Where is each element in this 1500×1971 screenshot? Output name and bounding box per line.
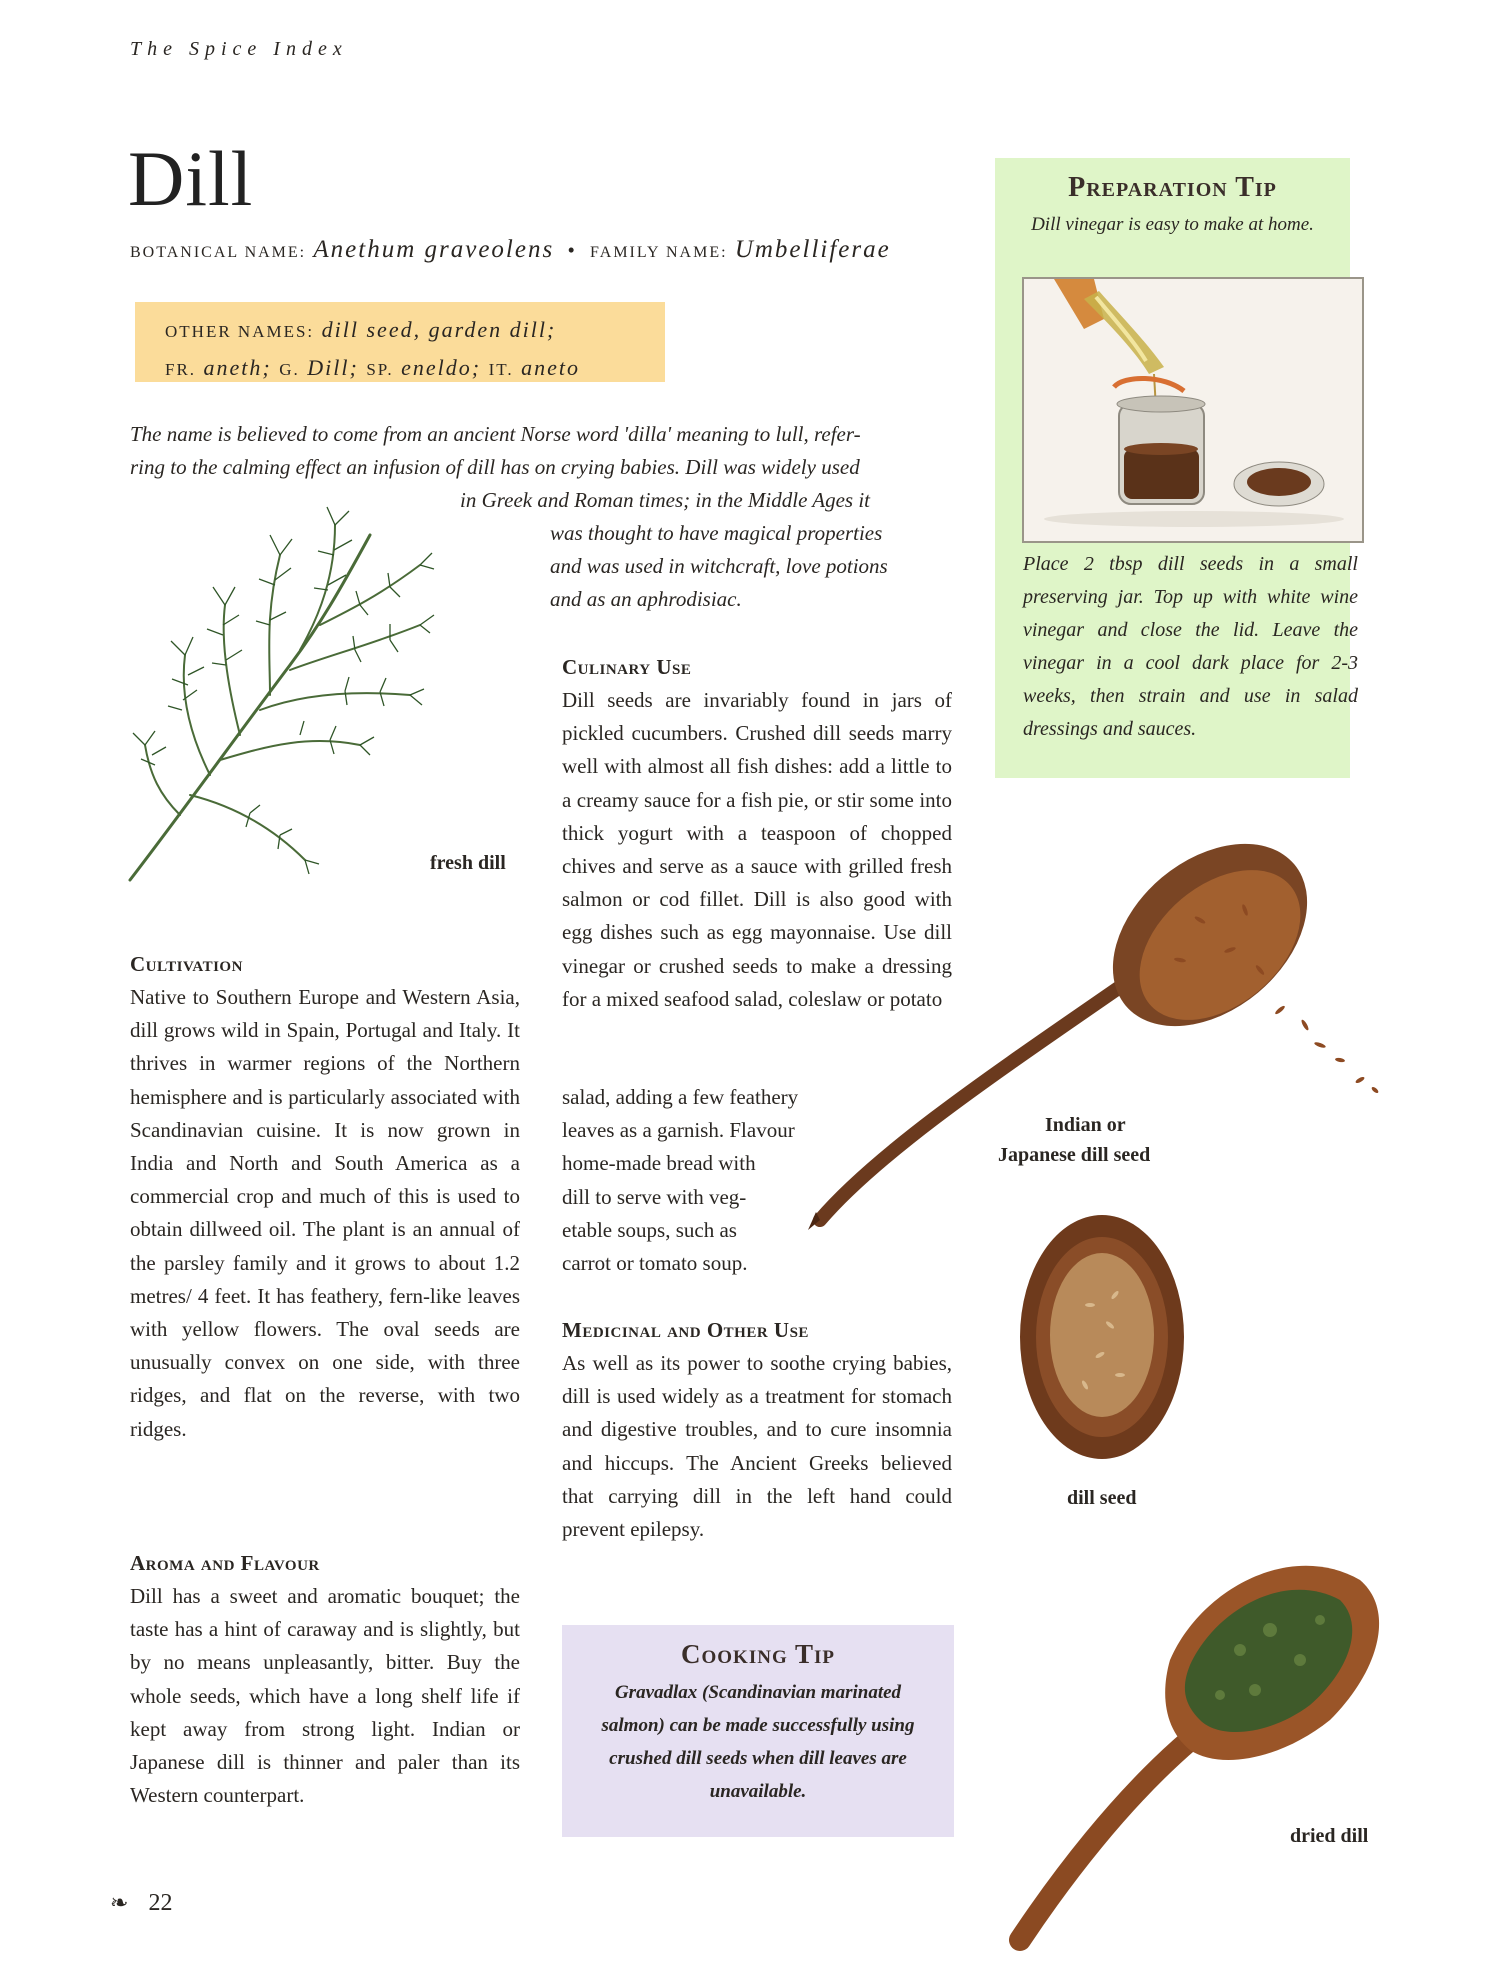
- culinary-line-e: etable soups, such as: [562, 1217, 737, 1242]
- aroma-section: [130, 1551, 520, 1812]
- cultivation-heading: Cultivation: [130, 952, 243, 976]
- culinary-text: Dill seeds are invariably found in jars of pickled cucumbers. Crushed dill seeds marry well with almost all fish dishes: add a little to a creamy sauce for a fish pie, or stir some into thick yogurt with a teaspoon of chopped chives and serve as a sauce with grilled fresh salmon or cod fillet. Dill is also good with egg dishes such as egg mayonnaise. Use dill vinegar or crushed seeds to make a dressing for a mixed seafood salad, coleslaw or potato: [562, 688, 952, 1011]
- preparation-tip-title: Preparation Tip: [1068, 172, 1277, 203]
- medicinal-heading: Medicinal and Other Use: [562, 1318, 809, 1342]
- aroma-heading: Aroma and Flavour: [130, 1551, 320, 1575]
- preparation-tip-subtitle: Dill vinegar is easy to make at home.: [1031, 214, 1314, 235]
- other-names-box: [135, 302, 665, 382]
- botanical-line: [130, 236, 891, 264]
- fresh-dill-image: [120, 495, 450, 885]
- caption-indian-dill-seed-line-2: Japanese dill seed: [998, 1144, 1151, 1166]
- sp-label: SP.: [366, 360, 394, 379]
- intro-paragraph: [130, 418, 940, 484]
- g-value: Dill;: [307, 355, 359, 380]
- culinary-line-d: dill to serve with veg-: [562, 1184, 747, 1209]
- intro-line-6: and as an aphrodisiac.: [550, 587, 742, 611]
- indian-dill-seed-spoon-image: [800, 830, 1390, 1250]
- it-value: aneto: [521, 355, 581, 380]
- intro-line-5: and was used in witchcraft, love potions: [550, 554, 888, 578]
- other-names-value: dill seed, garden dill;: [321, 317, 557, 342]
- dill-seed-bowl-image: [1010, 1205, 1190, 1475]
- medicinal-section: [562, 1318, 952, 1546]
- preparation-tip-steps: Place 2 tbsp dill seeds in a small preserving jar. Top up with white wine vinegar and close the lid. Leave the vinegar in a cool dark place for 2-3 weeks, then strain and use in salad dressings and sauces.: [1023, 553, 1358, 740]
- fr-value: aneth;: [203, 355, 272, 380]
- cooking-tip-title: Cooking Tip: [681, 1639, 835, 1669]
- caption-fresh-dill: fresh dill: [430, 852, 506, 874]
- botanical-name-value: Anethum graveolens: [313, 236, 555, 263]
- other-names-line-2: [165, 350, 665, 388]
- running-head: The Spice Index: [130, 38, 348, 60]
- culinary-line-f: carrot or tomato soup.: [562, 1251, 748, 1276]
- family-name-label: FAMILY NAME:: [590, 244, 728, 261]
- intro-line-2: ring to the calming effect an infusion of dill has on crying babies. Dill was widely used: [130, 455, 860, 479]
- intro-line-1: The name is believed to come from an ancient Norse word 'dilla' meaning to lull, refer-: [130, 422, 861, 446]
- culinary-line-a: salad, adding a few feathery: [562, 1085, 799, 1109]
- preparation-photo: [1022, 277, 1364, 543]
- cultivation-section: [130, 952, 520, 1446]
- other-names-label: OTHER NAMES:: [165, 322, 315, 341]
- separator-bullet: •: [567, 238, 577, 262]
- page-number: 22: [148, 1890, 173, 1916]
- page-footer: [110, 1890, 172, 1917]
- culinary-heading: Culinary Use: [562, 655, 692, 679]
- caption-dried-dill: dried dill: [1290, 1825, 1369, 1847]
- cultivation-text: Native to Southern Europe and Western Asia, dill grows wild in Spain, Portugal and Italy. It thrives in warmer regions of the Northern hemisphere and is particularly associated with Scandinavian cuisine. It is now grown in India and North and South America as a commercial crop and much of this is used to obtain dillweed oil. The plant is an annual of the parsley family and it grows to about 1.2 metres/ 4 feet. It has feathery, fern-like leaves with yellow flowers. The oval seeds are unusually convex on one side, with three ridges, and flat on the reverse, with two ridges.: [130, 985, 520, 1441]
- dried-dill-scoop-image: [1000, 1520, 1400, 1960]
- leaf-ornament-icon: ❧: [110, 1891, 129, 1916]
- caption-dill-seed: dill seed: [1067, 1487, 1137, 1509]
- culinary-line-c: home-made bread with: [562, 1151, 756, 1176]
- cooking-tip-box: [562, 1625, 954, 1837]
- sp-value: eneldo;: [401, 355, 482, 380]
- intro-line-4: was thought to have magical properties: [550, 521, 883, 545]
- culinary-line-b: leaves as a garnish. Flavour: [562, 1118, 795, 1143]
- it-label: IT.: [488, 360, 514, 379]
- aroma-text: Dill has a sweet and aromatic bouquet; the taste has a hint of caraway and is slightly, but by no means unpleasantly, bitter. Buy the whole seeds, which have a long shelf life if kept away from strong light. Indian or Japanese dill is thinner and paler than its Western counterpart.: [130, 1584, 520, 1808]
- cooking-tip-text: Gravadlax (Scandinavian marinated salmon) can be made successfully using crushed dill seeds when dill leaves are unavailable.: [601, 1682, 915, 1802]
- medicinal-text: As well as its power to soothe crying babies, dill is used widely as a treatment for stomach and digestive troubles, and to cure insomnia and hiccups. The Ancient Greeks believed that carrying dill in the left hand could prevent epilepsy.: [562, 1351, 952, 1542]
- caption-indian-dill-seed-line-1: Indian or: [1045, 1114, 1126, 1136]
- family-name-value: Umbelliferae: [734, 236, 891, 263]
- botanical-name-label: BOTANICAL NAME:: [130, 244, 307, 261]
- intro-line-3: in Greek and Roman times; in the Middle Ages it: [460, 488, 871, 512]
- g-label: G.: [279, 360, 300, 379]
- fr-label: FR.: [165, 360, 197, 379]
- other-names-line-1: [165, 312, 665, 350]
- page-title: Dill: [128, 135, 254, 222]
